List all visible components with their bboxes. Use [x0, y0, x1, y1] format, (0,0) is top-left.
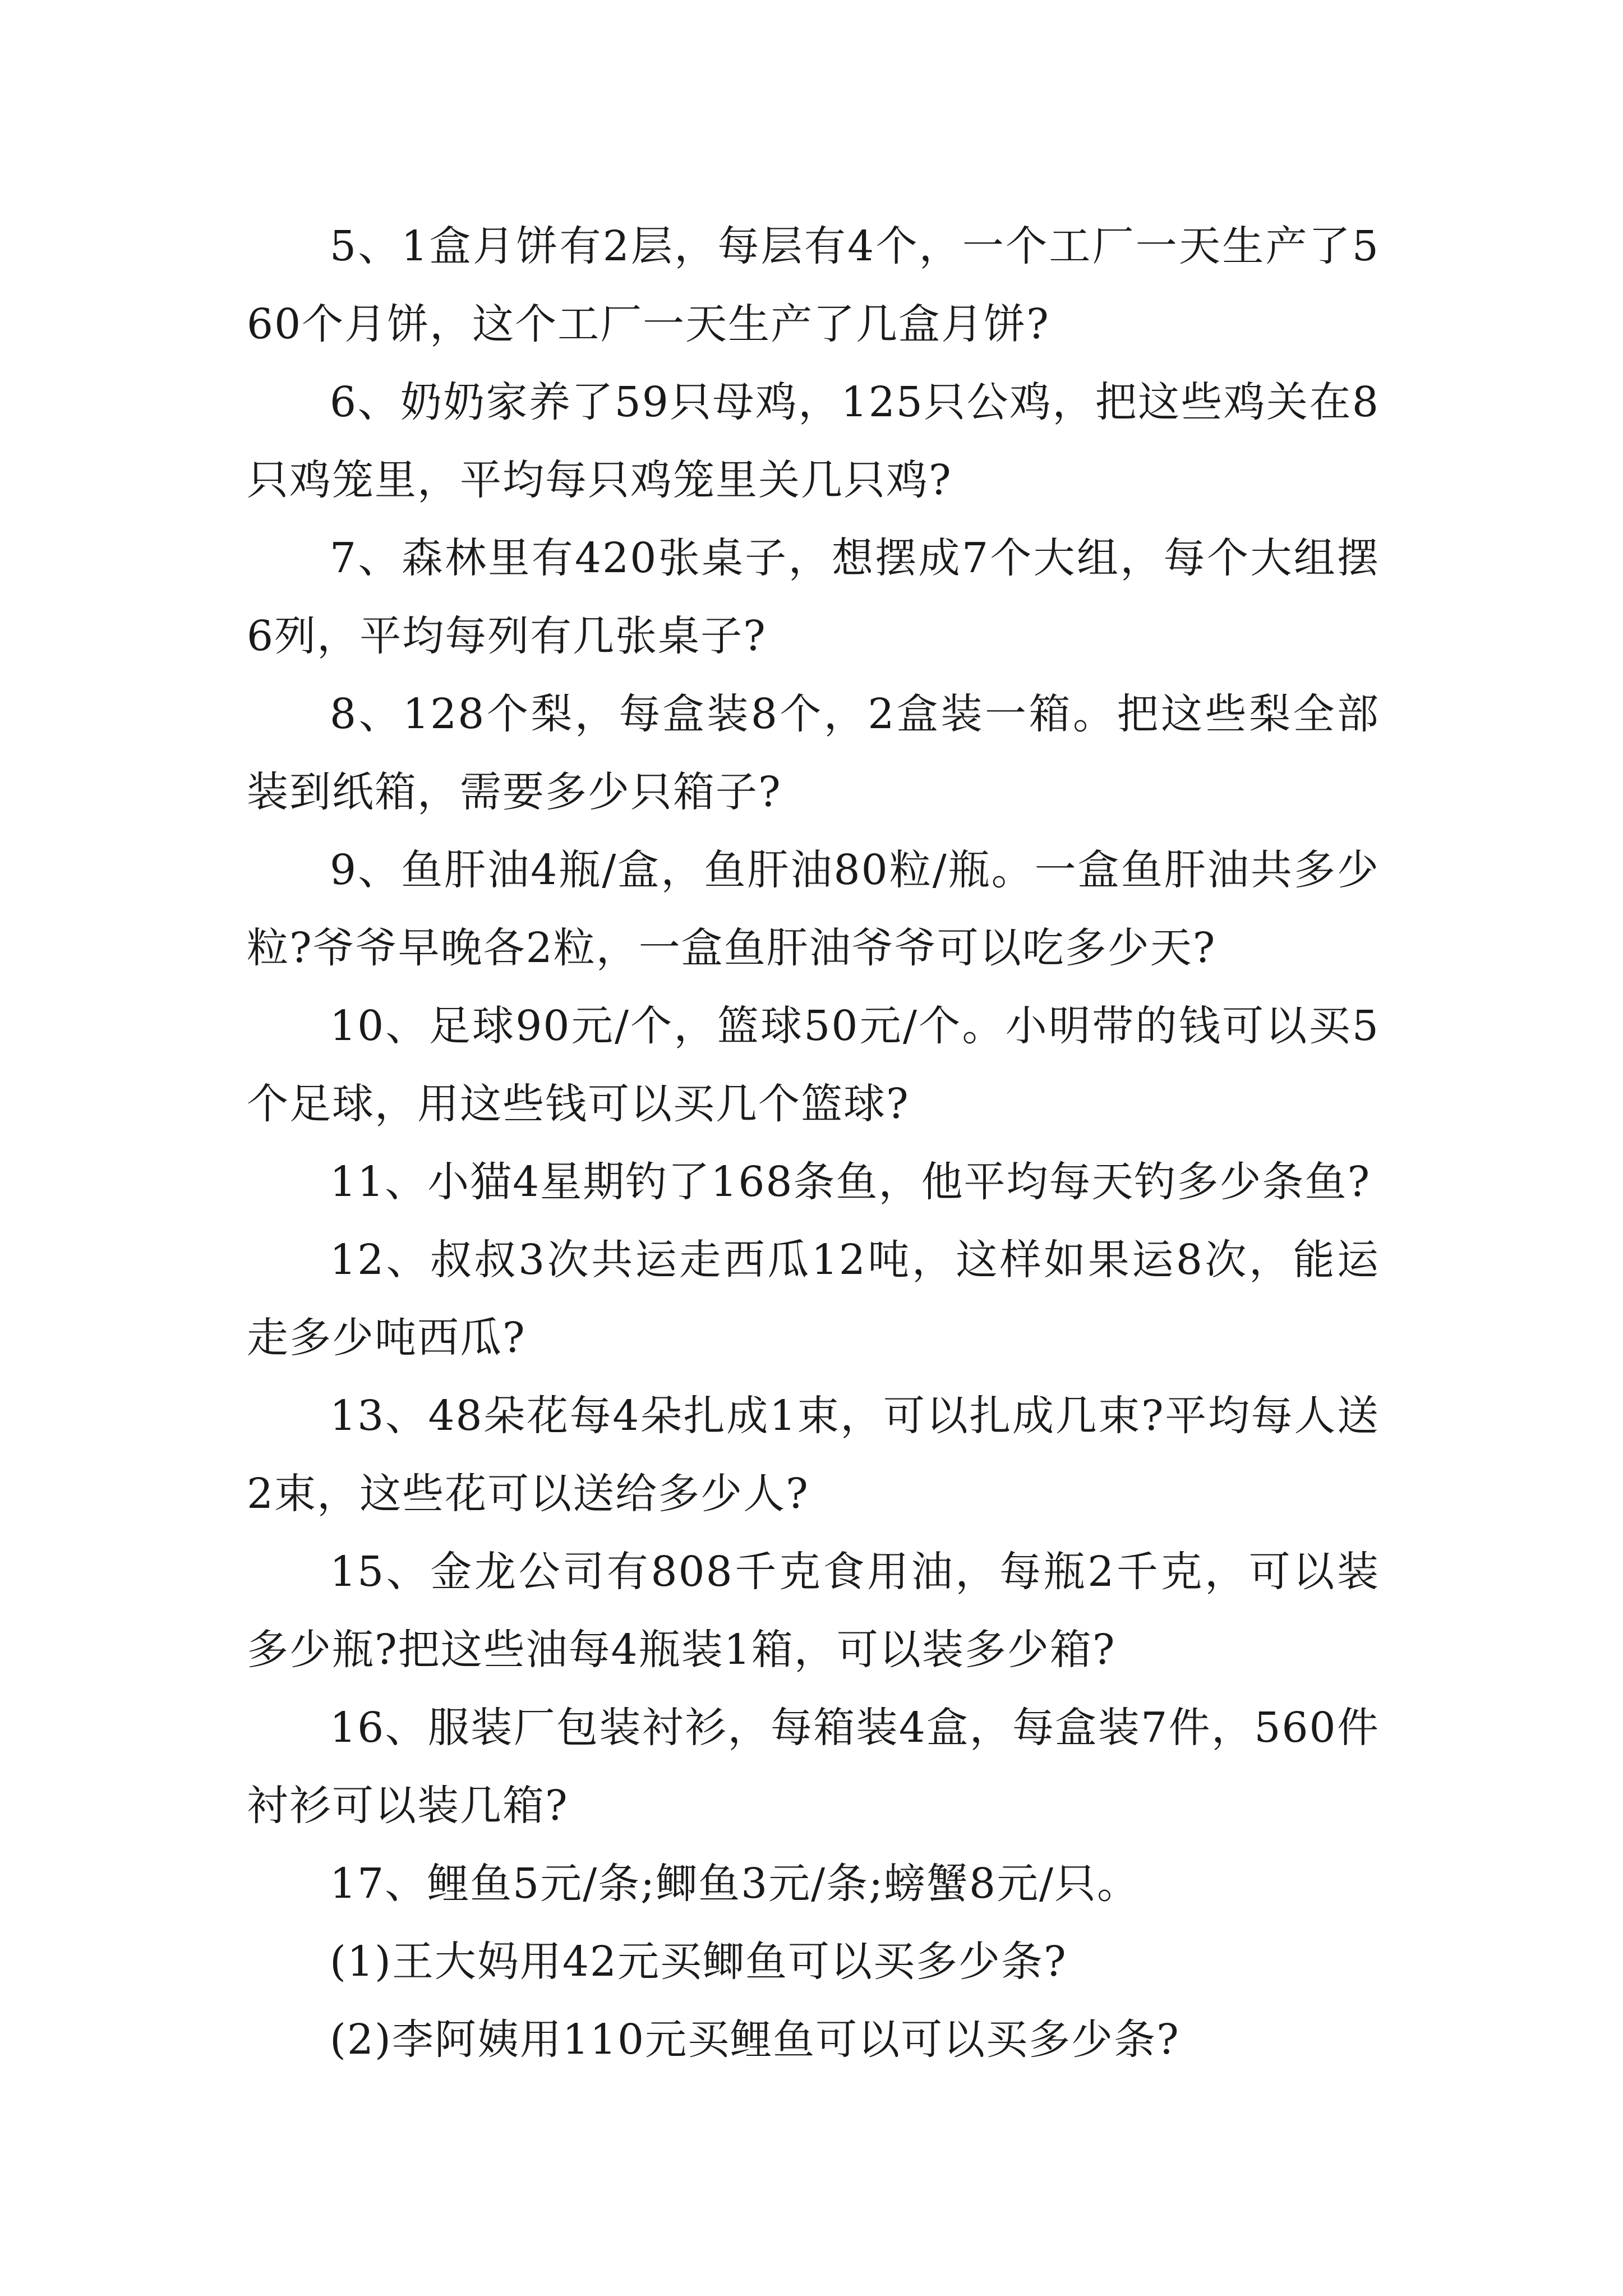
problem-10: 10、足球90元/个，篮球50元/个。小明带的钱可以买5个足球，用这些钱可以买几个篮球?: [247, 1002, 1380, 1128]
document-body: [247, 208, 1380, 2079]
problem-5: 5、1盒月饼有2层，每层有4个，一个工厂一天生产了560个月饼，这个工厂一天生产了几盒月饼?: [247, 222, 1380, 348]
problem-9: 9、鱼肝油4瓶/盒，鱼肝油80粒/瓶。一盒鱼肝油共多少粒?爷爷早晚各2粒，一盒鱼肝油爷爷可以吃多少天?: [247, 846, 1380, 972]
problem-12: 12、叔叔3次共运走西瓜12吨，这样如果运8次，能运走多少吨西瓜?: [247, 1236, 1380, 1362]
problem-6: 6、奶奶家养了59只母鸡，125只公鸡，把这些鸡关在8只鸡笼里，平均每只鸡笼里关几只鸡?: [247, 378, 1380, 504]
problem-8: 8、128个梨，每盒装8个，2盒装一箱。把这些梨全部装到纸箱，需要多少只箱子?: [247, 690, 1380, 816]
problem-17: 17、鲤鱼5元/条;鲫鱼3元/条;螃蟹8元/只。: [330, 1860, 1140, 1908]
problem-11: 11、小猫4星期钓了168条鱼，他平均每天钓多少条鱼?: [330, 1158, 1371, 1206]
problem-15: 15、金龙公司有808千克食用油，每瓶2千克，可以装多少瓶?把这些油每4瓶装1箱，可以装多少箱?: [247, 1548, 1380, 1674]
problem-17-part-1: (1)王大妈用42元买鲫鱼可以买多少条?: [330, 1938, 1067, 1986]
problem-13: 13、48朵花每4朵扎成1束，可以扎成几束?平均每人送2束，这些花可以送给多少人?: [247, 1392, 1380, 1518]
problem-16: 16、服装厂包装衬衫，每箱装4盒，每盒装7件，560件衬衫可以装几箱?: [247, 1704, 1380, 1830]
problem-17-part-2: (2)李阿姨用110元买鲤鱼可以可以买多少条?: [330, 2016, 1180, 2064]
problem-7: 7、森林里有420张桌子，想摆成7个大组，每个大组摆6列，平均每列有几张桌子?: [247, 534, 1380, 660]
